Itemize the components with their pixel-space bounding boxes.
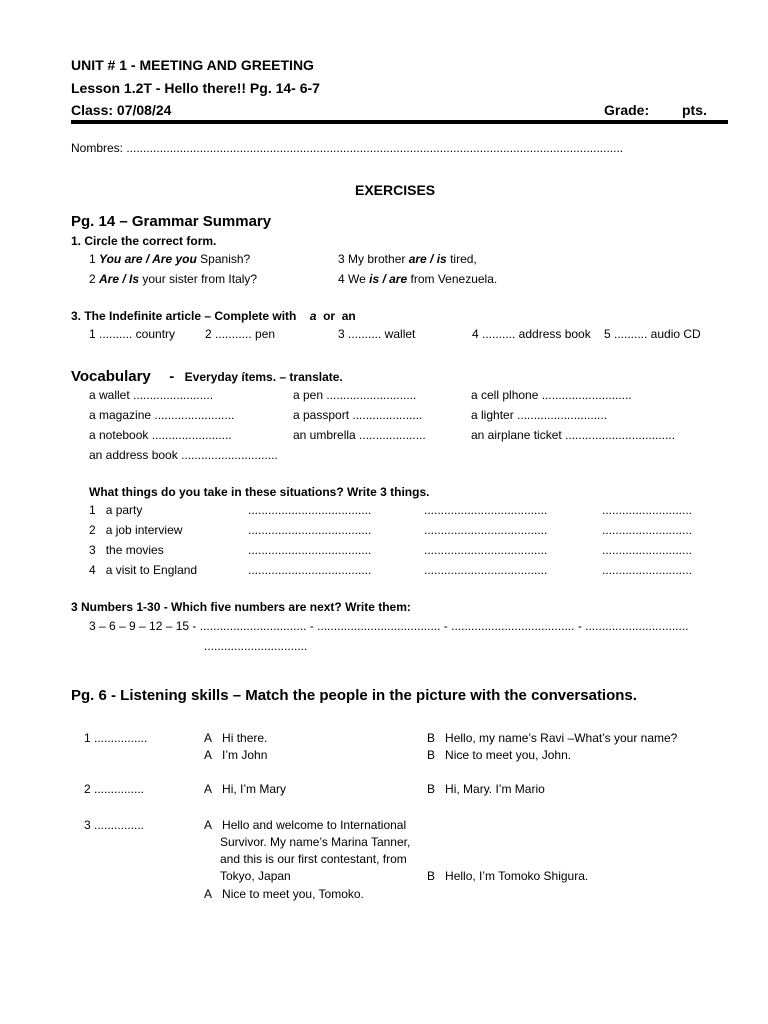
- situation-3-blank-3[interactable]: ...........................: [602, 543, 693, 557]
- vocab-passport[interactable]: a passport .....................: [293, 408, 423, 422]
- article-item-2[interactable]: 2 ........... pen: [205, 327, 276, 341]
- article-item-4[interactable]: 4 .......... address book: [472, 327, 591, 341]
- article-item-5[interactable]: 5 .......... audio CD: [604, 327, 701, 341]
- grammar-item-1: 1 You are / Are you Spanish?: [89, 252, 251, 266]
- situation-4-blank-2[interactable]: .....................................: [424, 563, 548, 577]
- header-rule: [71, 120, 728, 124]
- vocab-notebook[interactable]: a notebook ........................: [89, 428, 232, 442]
- situation-4-blank-1[interactable]: .....................................: [248, 563, 372, 577]
- situation-3-label: 3 the movies: [89, 543, 164, 557]
- class-date: Class: 07/08/24: [71, 102, 172, 118]
- article-instruction: 3. The Indefinite article – Complete with a or an: [71, 309, 356, 323]
- conversation-2-line-1: A Hi, I’m Mary: [204, 782, 287, 796]
- conversation-3-line-1: A Hello and welcome to International: [204, 818, 407, 832]
- conversation-3-answer[interactable]: 3 ...............: [84, 818, 145, 832]
- grammar-instruction: 1. Circle the correct form.: [71, 234, 217, 248]
- conversation-3-line-4: Tokyo, Japan: [220, 869, 291, 883]
- conversation-1-line-2: B Hello, my name’s Ravi –What’s your name?: [427, 731, 678, 745]
- article-item-3[interactable]: 3 .......... wallet: [338, 327, 416, 341]
- grammar-item-4: 4 We is / are from Venezuela.: [338, 272, 498, 286]
- conversation-1-line-4: B Nice to meet you, John.: [427, 748, 572, 762]
- vocabulary-dash: -: [169, 368, 175, 385]
- situation-3-blank-2[interactable]: .....................................: [424, 543, 548, 557]
- grammar-item-2: 2 Are / Is your sister from Italy?: [89, 272, 258, 286]
- vocab-airplane-ticket[interactable]: an airplane ticket .................................: [471, 428, 676, 442]
- conversation-2-answer[interactable]: 2 ...............: [84, 782, 145, 796]
- situation-2-blank-1[interactable]: .....................................: [248, 523, 372, 537]
- names-field[interactable]: Nombres: .....................................................................................................................................................: [71, 141, 624, 155]
- listening-heading: Pg. 6 - Listening skills – Match the people in the picture with the conversations.: [71, 687, 637, 704]
- situation-1-blank-1[interactable]: .....................................: [248, 503, 372, 517]
- exercises-heading: EXERCISES: [355, 182, 436, 198]
- vocab-umbrella[interactable]: an umbrella ....................: [293, 428, 426, 442]
- situation-1-blank-3[interactable]: ...........................: [602, 503, 693, 517]
- points-label: pts.: [682, 102, 707, 118]
- unit-title: UNIT # 1 - MEETING AND GREETING: [71, 57, 314, 73]
- article-item-1[interactable]: 1 .......... country: [89, 327, 176, 341]
- situation-2-label: 2 a job interview: [89, 523, 183, 537]
- lesson-title: Lesson 1.2T - Hello there!! Pg. 14- 6-7: [71, 80, 320, 96]
- grammar-summary-heading: Pg. 14 – Grammar Summary: [71, 213, 272, 230]
- situation-2-blank-2[interactable]: .....................................: [424, 523, 548, 537]
- vocabulary-heading: Vocabulary: [71, 368, 151, 385]
- vocab-wallet[interactable]: a wallet ........................: [89, 388, 214, 402]
- situation-1-label: 1 a party: [89, 503, 143, 517]
- conversation-2-line-2: B Hi, Mary. I’m Mario: [427, 782, 545, 796]
- conversation-1-line-1: A Hi there.: [204, 731, 268, 745]
- grammar-item-3: 3 My brother are / is tired,: [338, 252, 477, 266]
- numbers-instruction: 3 Numbers 1-30 - Which five numbers are next? Write them:: [71, 600, 411, 614]
- grade-label: Grade:: [604, 102, 650, 118]
- vocab-magazine[interactable]: a magazine ........................: [89, 408, 235, 422]
- conversation-1-answer[interactable]: 1 ................: [84, 731, 148, 745]
- situation-4-label: 4 a visit to England: [89, 563, 198, 577]
- conversation-1-line-3: A I’m John: [204, 748, 268, 762]
- vocab-lighter[interactable]: a lighter ...........................: [471, 408, 608, 422]
- situation-3-blank-1[interactable]: .....................................: [248, 543, 372, 557]
- conversation-3-line-3: and this is our first contestant, from: [220, 852, 407, 866]
- vocabulary-heading-line: [71, 368, 343, 386]
- numbers-sequence-continuation[interactable]: ...............................: [204, 639, 308, 653]
- vocab-cell-phone[interactable]: a cell plhone ...........................: [471, 388, 632, 402]
- numbers-sequence[interactable]: 3 – 6 – 9 – 12 – 15 - ................................ - ..................................... - ..................................... - ...............................: [89, 619, 689, 633]
- situation-1-blank-2[interactable]: .....................................: [424, 503, 548, 517]
- conversation-3-line-5: B Hello, I’m Tomoko Shigura.: [427, 869, 589, 883]
- situation-4-blank-3[interactable]: ...........................: [602, 563, 693, 577]
- conversation-3-line-2: Survivor. My name’s Marina Tanner,: [220, 835, 411, 849]
- situation-2-blank-3[interactable]: ...........................: [602, 523, 693, 537]
- situations-instruction: What things do you take in these situations? Write 3 things.: [89, 485, 430, 499]
- conversation-3-line-6: A Nice to meet you, Tomoko.: [204, 887, 364, 901]
- vocab-address-book[interactable]: an address book .............................: [89, 448, 278, 462]
- vocabulary-instruction: Everyday ítems. – translate.: [184, 370, 343, 384]
- vocab-pen[interactable]: a pen ...........................: [293, 388, 417, 402]
